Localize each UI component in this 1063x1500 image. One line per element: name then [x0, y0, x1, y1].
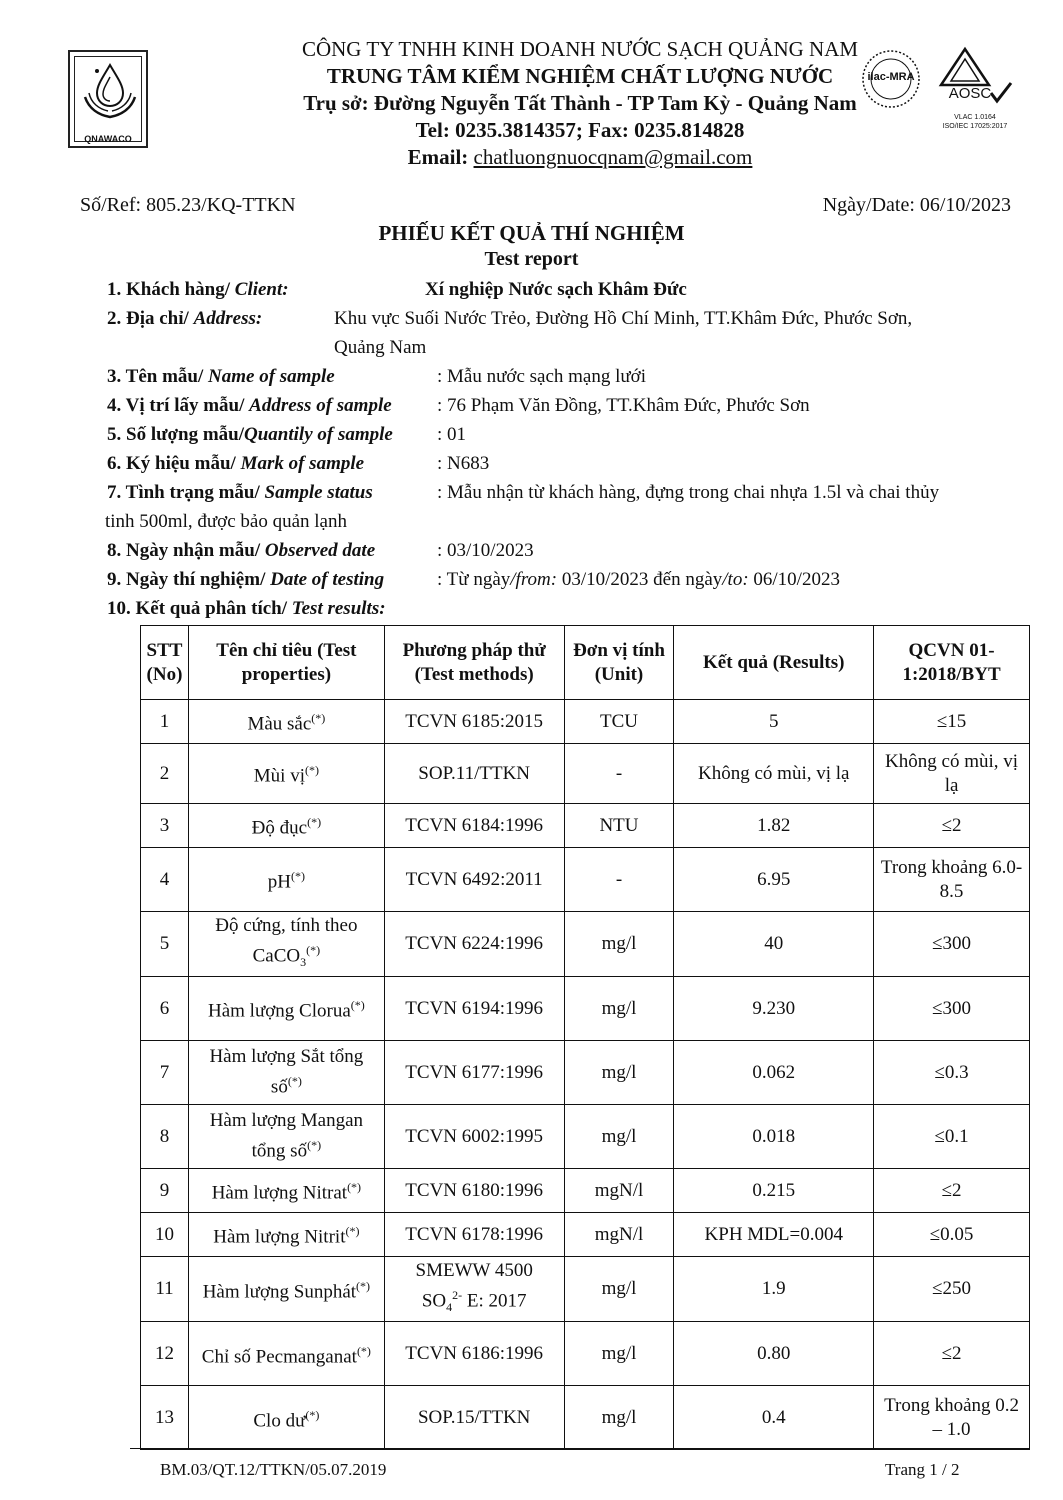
cell-name: Mùi vị(*) — [188, 744, 384, 804]
sample-mark-row: 6. Ký hiệu mẫu/ Mark of sample : N683 — [107, 453, 490, 474]
sample-status-row-2: tinh 500ml, được bảo quản lạnh — [105, 511, 347, 532]
cell-method: TCVN 6002:1995 — [384, 1105, 564, 1169]
cell-name: Hàm lượng Mangan tổng số(*) — [188, 1105, 384, 1169]
email-label: Email: — [407, 145, 474, 169]
phone-fax: Tel: 0235.3814357; Fax: 0235.814828 — [415, 118, 745, 142]
email-link[interactable]: chatluongnuocqnam@gmail.com — [473, 145, 753, 169]
cell-unit: - — [564, 744, 674, 804]
cell-no: 12 — [141, 1322, 189, 1386]
cell-result: 0.018 — [674, 1105, 874, 1169]
results-heading-row: 10. Kết quả phân tích/ Test results: — [107, 598, 386, 619]
sample-info — [107, 275, 1027, 623]
client-row: 1. Khách hàng/ Client: Xí nghiệp Nước sạch Khâm Đức — [107, 275, 1027, 304]
cell-name: Màu sắc(*) — [188, 700, 384, 744]
table-row — [141, 848, 1030, 912]
report-subtitle: Test report — [484, 248, 579, 270]
cell-result: Không có mùi, vị lạ — [674, 744, 874, 804]
cell-method: TCVN 6178:1996 — [384, 1213, 564, 1257]
sample-name-row: 3. Tên mẫu/ Name of sample : Mẫu nước sạch mạng lưới — [107, 366, 647, 387]
address-row: 2. Địa chỉ/ Address: Khu vực Suối Nước Trẻo, Đường Hồ Chí Minh, TT.Khâm Đức, Phước Sơn, — [107, 304, 1027, 333]
header-unit: Đơn vị tính (Unit) — [564, 626, 674, 700]
logo-caption: QNAWACO — [84, 134, 132, 144]
cell-result: 1.82 — [674, 804, 874, 848]
cell-result: 9.230 — [674, 977, 874, 1041]
cell-no: 10 — [141, 1213, 189, 1257]
ilac-mra-label: ilac-MRA — [867, 71, 915, 83]
footer-divider — [130, 1448, 1030, 1449]
reference-number: Số/Ref: 805.23/KQ-TTKN — [80, 194, 296, 216]
sample-status-row: 7. Tình trạng mẫu/ Sample status : Mẫu nhận từ khách hàng, đựng trong chai nhựa 1.5l và chai thủy — [107, 482, 940, 503]
cell-unit: mg/l — [564, 1105, 674, 1169]
sample-location-row: 4. Vị trí lấy mẫu/ Address of sample : 76 Phạm Văn Đồng, TT.Khâm Đức, Phước Sơn — [107, 395, 810, 416]
cell-limit: ≤0.05 — [874, 1213, 1030, 1257]
head-office: Trụ sở: Đường Nguyễn Tất Thành - TP Tam Kỳ - Quảng Nam — [303, 91, 857, 115]
cell-limit: ≤0.3 — [874, 1041, 1030, 1105]
page-number: Trang 1 / 2 — [885, 1460, 960, 1479]
cell-name: Độ cứng, tính theo CaCO$_3$(*) — [188, 912, 384, 977]
cell-result: 0.80 — [674, 1322, 874, 1386]
cell-no: 5 — [141, 912, 189, 977]
cell-method: TCVN 6177:1996 — [384, 1041, 564, 1105]
header-stt: STT (No) — [141, 626, 189, 700]
cell-result: KPH MDL=0.004 — [674, 1213, 874, 1257]
cell-limit: ≤300 — [874, 977, 1030, 1041]
report-date: Ngày/Date: 06/10/2023 — [822, 194, 1011, 216]
cell-name: Clo dư(*) — [188, 1386, 384, 1450]
cell-method: TCVN 6492:2011 — [384, 848, 564, 912]
qnawaco-logo — [68, 50, 148, 148]
report-title: PHIẾU KẾT QUẢ THÍ NGHIỆM — [378, 221, 685, 245]
cell-method: SOP.15/TTKN — [384, 1386, 564, 1450]
cell-unit: mgN/l — [564, 1169, 674, 1213]
table-row — [141, 1322, 1030, 1386]
cell-limit: Trong khoảng 6.0-8.5 — [874, 848, 1030, 912]
table-row — [141, 1257, 1030, 1322]
cell-no: 4 — [141, 848, 189, 912]
company-name: CÔNG TY TNHH KINH DOANH NƯỚC SẠCH QUẢNG NAM — [301, 37, 859, 61]
cell-method: TCVN 6184:1996 — [384, 804, 564, 848]
table-row — [141, 1041, 1030, 1105]
table-row — [141, 1386, 1030, 1450]
cell-no: 7 — [141, 1041, 189, 1105]
header-qcvn: QCVN 01-1:2018/BYT — [874, 626, 1030, 700]
cell-name: Độ đục(*) — [188, 804, 384, 848]
table-row — [141, 804, 1030, 848]
cell-no: 1 — [141, 700, 189, 744]
client-value: Xí nghiệp Nước sạch Khâm Đức — [425, 279, 687, 300]
cell-no: 6 — [141, 977, 189, 1041]
cell-unit: mg/l — [564, 1322, 674, 1386]
cell-limit: ≤0.1 — [874, 1105, 1030, 1169]
cell-unit: mg/l — [564, 912, 674, 977]
cell-result: 6.95 — [674, 848, 874, 912]
cell-method: TCVN 6224:1996 — [384, 912, 564, 977]
cell-limit: Không có mùi, vị lạ — [874, 744, 1030, 804]
cell-name: Hàm lượng Sắt tổng số(*) — [188, 1041, 384, 1105]
cell-limit: ≤250 — [874, 1257, 1030, 1322]
table-header-row — [141, 626, 1030, 700]
accreditation-marks — [855, 45, 1025, 140]
cell-result: 5 — [674, 700, 874, 744]
header-result: Kết quả (Results) — [674, 626, 874, 700]
cell-unit: - — [564, 848, 674, 912]
email-line — [150, 144, 1010, 171]
cell-name: Hàm lượng Clorua(*) — [188, 977, 384, 1041]
table-row — [141, 1105, 1030, 1169]
vilac-label: VLAC 1.0164 ISO/IEC 17025:2017 — [942, 114, 1008, 130]
cell-name: Hàm lượng Sunphát(*) — [188, 1257, 384, 1322]
cell-name: pH(*) — [188, 848, 384, 912]
table-row — [141, 977, 1030, 1041]
cell-unit: mg/l — [564, 1041, 674, 1105]
cell-name: Chỉ số Pecmanganat(*) — [188, 1322, 384, 1386]
cell-method: TCVN 6194:1996 — [384, 977, 564, 1041]
table-row — [141, 1169, 1030, 1213]
cell-no: 11 — [141, 1257, 189, 1322]
aosc-label: AOSC — [948, 85, 992, 102]
water-drop-hands-icon — [75, 57, 145, 127]
cell-unit: mg/l — [564, 977, 674, 1041]
cell-method: SOP.11/TTKN — [384, 744, 564, 804]
table-row — [141, 912, 1030, 977]
cell-method: SMEWW 4500 $SO_4^{2-}$ E: 2017 — [384, 1257, 564, 1322]
cell-limit: ≤15 — [874, 700, 1030, 744]
sample-quantity-row: 5. Số lượng mẫu/Quantily of sample : 01 — [107, 424, 467, 445]
results-table — [140, 625, 1030, 1450]
cell-limit: Trong khoảng 0.2 – 1.0 — [874, 1386, 1030, 1450]
testing-date-row: 9. Ngày thí nghiệm/ Date of testing : Từ ngày/from: 03/10/2023 đến ngày/to: 06/10/2023 — [107, 569, 840, 590]
address-value: Khu vực Suối Nước Trẻo, Đường Hồ Chí Minh, TT.Khâm Đức, Phước Sơn, — [334, 308, 913, 329]
cell-unit: NTU — [564, 804, 674, 848]
cell-limit: ≤300 — [874, 912, 1030, 977]
cell-result: 0.062 — [674, 1041, 874, 1105]
cell-unit: mg/l — [564, 1257, 674, 1322]
cell-limit: ≤2 — [874, 1322, 1030, 1386]
cell-no: 3 — [141, 804, 189, 848]
center-name: TRUNG TÂM KIỂM NGHIỆM CHẤT LƯỢNG NƯỚC — [326, 64, 834, 88]
form-code: BM.03/QT.12/TTKN/05.07.2019 — [160, 1460, 387, 1479]
aosc-triangle-icon — [935, 45, 1015, 115]
cell-result: 0.215 — [674, 1169, 874, 1213]
observed-date-row: 8. Ngày nhận mẫu/ Observed date : 03/10/2023 — [107, 540, 534, 561]
cell-no: 13 — [141, 1386, 189, 1450]
cell-no: 8 — [141, 1105, 189, 1169]
cell-no: 9 — [141, 1169, 189, 1213]
address-row-2: Quảng Nam — [334, 337, 427, 358]
cell-result: 0.4 — [674, 1386, 874, 1450]
cell-no: 2 — [141, 744, 189, 804]
cell-limit: ≤2 — [874, 804, 1030, 848]
cell-name: Hàm lượng Nitrit(*) — [188, 1213, 384, 1257]
cell-unit: TCU — [564, 700, 674, 744]
cell-limit: ≤2 — [874, 1169, 1030, 1213]
cell-method: TCVN 6180:1996 — [384, 1169, 564, 1213]
cell-name: Hàm lượng Nitrat(*) — [188, 1169, 384, 1213]
header-method: Phương pháp thử (Test methods) — [384, 626, 564, 700]
table-row — [141, 700, 1030, 744]
cell-result: 1.9 — [674, 1257, 874, 1322]
cell-method: TCVN 6185:2015 — [384, 700, 564, 744]
header-name: Tên chỉ tiêu (Test properties) — [188, 626, 384, 700]
cell-unit: mgN/l — [564, 1213, 674, 1257]
cell-unit: mg/l — [564, 1386, 674, 1450]
cell-result: 40 — [674, 912, 874, 977]
cell-method: TCVN 6186:1996 — [384, 1322, 564, 1386]
table-row — [141, 1213, 1030, 1257]
table-row — [141, 744, 1030, 804]
